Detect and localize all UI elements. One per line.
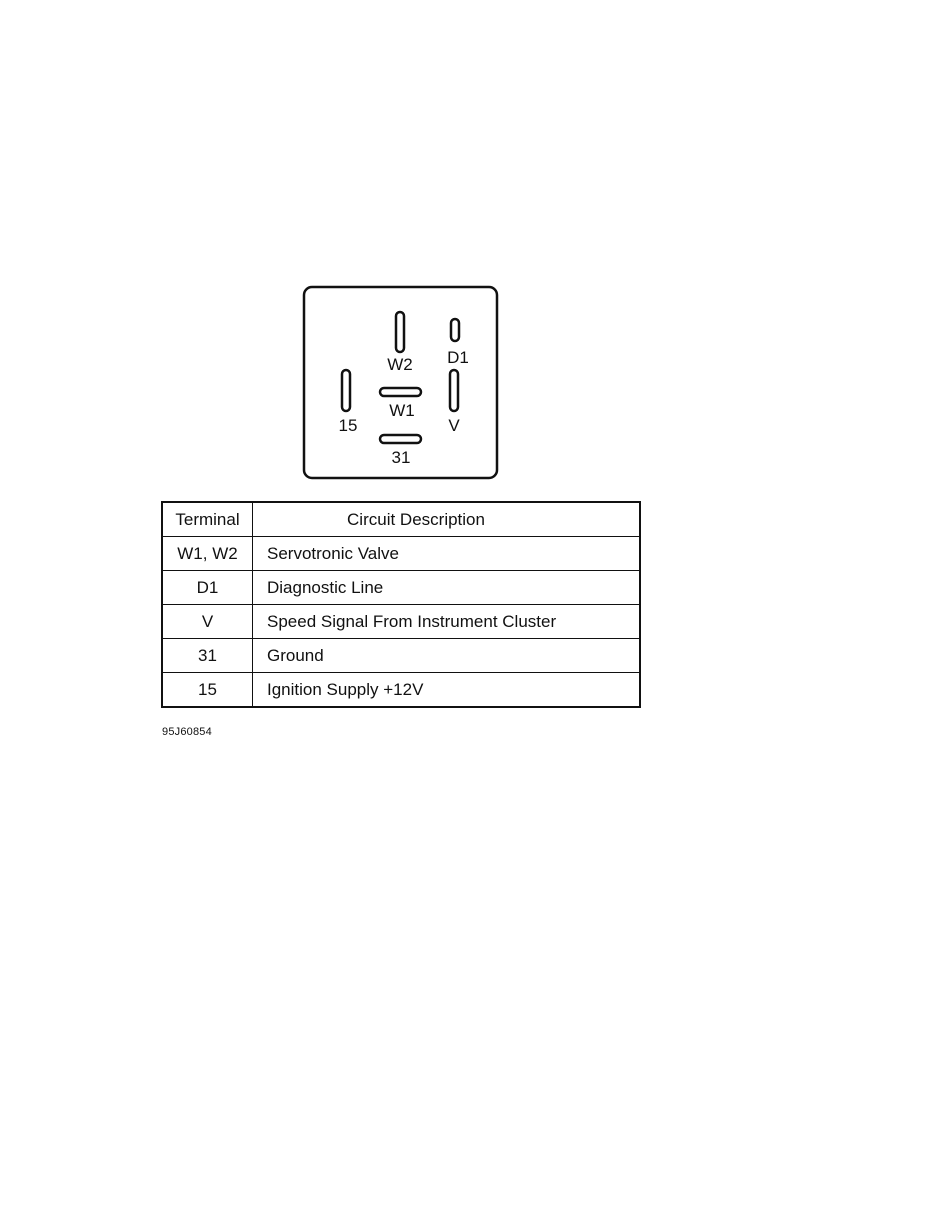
pin-label-15: 15 xyxy=(338,416,358,435)
connector-diagram xyxy=(298,282,504,482)
description-cell: Ignition Supply +12V xyxy=(253,673,641,708)
table-row xyxy=(162,605,640,639)
pin-w2 xyxy=(396,312,404,352)
table-row xyxy=(162,673,640,708)
pin-31 xyxy=(380,435,421,443)
terminal-cell: W1, W2 xyxy=(162,537,253,571)
table-row xyxy=(162,537,640,571)
table-row xyxy=(162,639,640,673)
pin-label-w2: W2 xyxy=(387,355,413,374)
pin-label-31: 31 xyxy=(391,448,411,467)
terminal-cell: V xyxy=(162,605,253,639)
figure-id: 95J60854 xyxy=(162,726,212,738)
terminal-cell: D1 xyxy=(162,571,253,605)
terminal-cell: 31 xyxy=(162,639,253,673)
header-terminal: Terminal xyxy=(162,502,253,537)
description-cell: Servotronic Valve xyxy=(253,537,641,571)
terminal-cell: 15 xyxy=(162,673,253,708)
pin-d1 xyxy=(451,319,459,341)
pin-w1 xyxy=(380,388,421,396)
pin-label-d1: D1 xyxy=(447,348,469,367)
pin-v xyxy=(450,370,458,411)
table-row xyxy=(162,571,640,605)
pin-label-w1: W1 xyxy=(389,401,415,420)
description-cell: Diagnostic Line xyxy=(253,571,641,605)
description-cell: Ground xyxy=(253,639,641,673)
circuit-table xyxy=(161,501,641,708)
description-cell: Speed Signal From Instrument Cluster xyxy=(253,605,641,639)
pin-label-v: V xyxy=(448,416,460,435)
table-header-row xyxy=(162,502,640,537)
pin-15 xyxy=(342,370,350,411)
header-circuit-description: Circuit Description xyxy=(253,502,641,537)
